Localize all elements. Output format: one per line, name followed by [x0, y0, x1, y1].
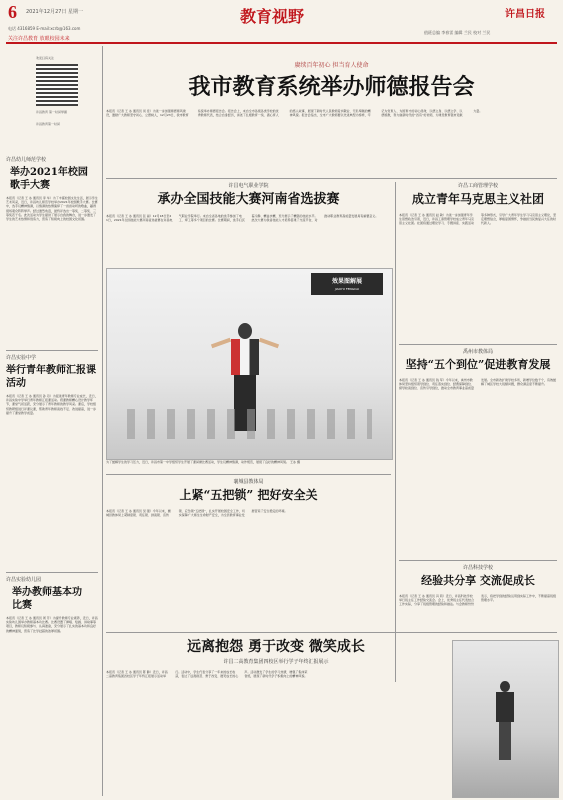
- article-body: 本报讯（记者 王 冰 通讯员 陈 静）近日，许昌二高教育集团四校区学子年终汇报展示活动举行。活动中，学生代表分享了一年来的成长收获，表达了远离抱怨、勇于改变、微笑成长的心声。活动激发了学生的学习热情，增强了集体荣誉感，展现了新时代学子积极向上的精神风貌。: [106, 670, 308, 679]
- article-headline: 远离抱怨 勇于改变 微笑成长: [187, 639, 365, 655]
- photographer: 王冰 摄: [289, 460, 300, 464]
- article-body: 本报讯（记者 王 冰 通讯员 李 华）为了丰富校园文化生活，展示学生艺术风采，近日，许昌幼儿师范学校举办2021年校园歌手大赛。比赛中，选手们精神饱满，以饱满的热情演绎了一首首动听的歌曲，赢得现场观众阵阵掌声。经过激烈角逐，最终评选出一等奖、二等奖、三等奖若干名。此次活动为学生提供了展示自我的舞台，进一步激发了学生的艺术热情和创造力，营造了积极向上的校园文化氛围。: [6, 196, 98, 222]
- article-body: 本报讯（记者 王 冰 通讯员 赵 敏）为进一步加强青年学生思想政治引领，近日，许昌工商管理学校成立青年马克思主义社团。社团将通过理论学习、专题讲座、实践活动等多种形式，引导广大青年学生学习马克思主义理论，坚定理想信念，厚植爱国情怀，争做担当民族复兴大任的时代新人。: [399, 213, 557, 226]
- qr-code: [36, 64, 78, 106]
- article-body: 本报讯（记者 王 冰 通讯员 钱 军）今年以来，禹州市教体局坚持组织领导到位、责任落实到位、经费保障到位、督导检查到位、宣传引导到位，推动全市教育事业高质量发展。全市新改扩建学校多所，新增学位数千个，有效缓解了城区学校大班额问题，群众满意度不断提升。: [399, 378, 557, 391]
- feature-photo: [452, 640, 559, 798]
- photo-logo-sub: JIAOYU FENGCAI: [334, 287, 360, 291]
- article-headline: 承办全国技能大赛河南省选拔赛: [157, 192, 340, 207]
- article-kicker: 许昌实验幼儿园: [6, 577, 42, 583]
- article-teacher-skills: [6, 576, 98, 796]
- news-photo: [106, 268, 393, 460]
- divider: [399, 344, 557, 345]
- lead-kicker: 赓续百年初心 担当育人使命: [294, 62, 369, 69]
- article-kicker: 许昌二高教育集团四校区举行学子年终汇报展示: [223, 659, 329, 665]
- photo-logo: [311, 273, 383, 295]
- photo-logo-text: 效果图解展: [331, 278, 362, 285]
- divider: [106, 474, 391, 475]
- photo-caption-text: 为了缓解学生的学习压力，近日，许昌市第一中学组织学生开展了课间操比赛活动，学生们精神饱满，动作规范，展现了良好的精神风貌。: [106, 460, 290, 464]
- article-experience-sharing: [399, 564, 557, 640]
- article-five-locks: [106, 478, 391, 619]
- qr-caption: 许昌教育 第一时间掌握: [36, 110, 67, 114]
- masthead: [0, 0, 563, 42]
- article-body: 本报讯（记者 王 冰 通讯员 孙 丹）为促进青年教师专业成长，近日，许昌实验中学举行青年教师汇报课活动。授课教师精心设计教学环节，课堂气氛活跃，充分展示了青年教师的教学风采。课后，学校组织教研组进行评课议课，帮助青年教师查找不足、改进提高，进一步提升了课堂教学质量。: [6, 394, 98, 415]
- article-vocational-skills: [106, 182, 391, 264]
- article-kicker: 许昌工商管理学校: [457, 183, 498, 189]
- article-body: 本报讯（记者 王 冰 通讯员 吴 强）今年以来，襄城县教体局上紧制度锁、责任锁、排查锁、宣传锁、应急锁“五把锁”，扎实开展校园安全工作，切实保障广大师生生命财产安全，为全县教育事业发展营造了安全稳定的环境。: [106, 509, 288, 518]
- article-young-teachers: [6, 354, 98, 544]
- masthead-rule: [6, 42, 557, 44]
- article-five-in-place: [399, 348, 557, 558]
- article-body: 本报讯（记者 王 冰 通讯员 张 丽）12月18日至21日，2021年全国技能大赛河南省选拔赛在许昌电气职业学院举行。来自全省各地的选手参加了电工、焊工等多个项目的比赛。比赛期间，选手们沉着冷静、精益求精，充分展示了精湛的技能水平。此次大赛为我省技能人才培养搭建了交流平台，对推动职业教育高质量发展具有重要意义。: [106, 214, 379, 223]
- divider: [106, 178, 557, 179]
- article-kicker: 禹州市教体局: [462, 349, 493, 355]
- background-people: [127, 409, 372, 439]
- qr-box: [6, 46, 98, 146]
- article-headline: 坚持“五个到位”促进教育发展: [405, 358, 551, 371]
- article-headline: 经验共分享 交流促成长: [421, 574, 535, 587]
- article-choir-contest: [6, 156, 98, 336]
- divider: [399, 560, 557, 561]
- issue-date: 2021年12月27日 星期一: [26, 9, 84, 15]
- paper-name: 许昌日报: [505, 9, 545, 20]
- dancer-figure: [493, 681, 517, 761]
- article-headline: 举办2021年校园歌手大赛: [10, 167, 88, 191]
- article-headline: 成立青年马克思主义社团: [411, 192, 544, 206]
- contact-info: 电话 4316859 E-mail:xcrb@163.com: [8, 26, 81, 31]
- section-title: 教育视野: [240, 7, 305, 26]
- qr-caption-top: 欢迎扫码关注: [36, 56, 55, 60]
- divider: [6, 572, 98, 573]
- article-headline: 上紧“五把锁” 把好安全关: [179, 488, 318, 502]
- article-high-school-feature: [106, 636, 446, 800]
- divider: [6, 350, 98, 351]
- article-kicker: 许昌科技学校: [462, 565, 493, 571]
- photo-caption: [106, 460, 391, 464]
- divider: [106, 632, 557, 633]
- lead-story: [106, 46, 557, 171]
- article-headline: 举办教师基本功比赛: [12, 587, 82, 611]
- qr-caption-bottom: 许昌教育第一时间: [36, 122, 61, 126]
- article-kicker: 襄城县教体局: [233, 479, 264, 485]
- article-kicker: 许昌电气职业学院: [228, 183, 269, 189]
- article-kicker: 许昌幼儿师范学校: [6, 157, 47, 163]
- lead-headline: 我市教育系统举办师德报告会: [188, 74, 475, 100]
- section-slogan: 关注许昌教育 放眼校园未来: [8, 36, 70, 42]
- article-kicker: 许昌实验中学: [6, 355, 37, 361]
- page-number: 6: [8, 2, 17, 22]
- lead-body: 本报讯（记者 王 冰 通讯员 何 佳）为进一步加强师德师风建设，激励广大教师坚守初心、立德树人，12月23日，我市教育系统举办师德报告会。报告会上，来自全市各级各类学校的优秀教师代表，结合自身经历，讲述了扎根教育一线、潜心育人的感人故事，展现了新时代人民教师爱岗敬业、无私奉献的精神风貌。报告会指出，全市广大教师要以先进典型为榜样，牢记为党育人、为国育才的初心使命，以德立身、以德立学、以德施教，努力做新时代的“四有”好老师，为建设教育强市贡献力量。: [106, 109, 483, 118]
- article-youth-marxism: [399, 182, 557, 343]
- editor-credits: 值班总编 李春雷 编辑 兰民 校对 兰民: [424, 30, 491, 35]
- column-divider: [395, 182, 396, 682]
- article-body: 本报讯（记者 王 冰 通讯员 冯 莉）近日，许昌科技学校举行班主任工作经验交流会。会上，优秀班主任代表结合工作实际，分享了班级管理的经验和做法。与会教师纷纷表示，将把学到的经验运用到实际工作中，不断提高班级管理水平。: [399, 594, 557, 607]
- article-body: 本报讯（记者 王 冰 通讯员 周 芳）为提升教师专业素养，近日，许昌实验幼儿园举办教师基本功比赛。比赛设置了弹唱、绘画、讲故事等项目，教师们积极参与、认真准备，充分展示了扎实的基本功和良好的精神面貌，营造了比学赶超的浓厚氛围。: [6, 616, 98, 633]
- article-headline: 举行青年教师汇报课活动: [6, 365, 96, 389]
- column-divider: [102, 46, 103, 796]
